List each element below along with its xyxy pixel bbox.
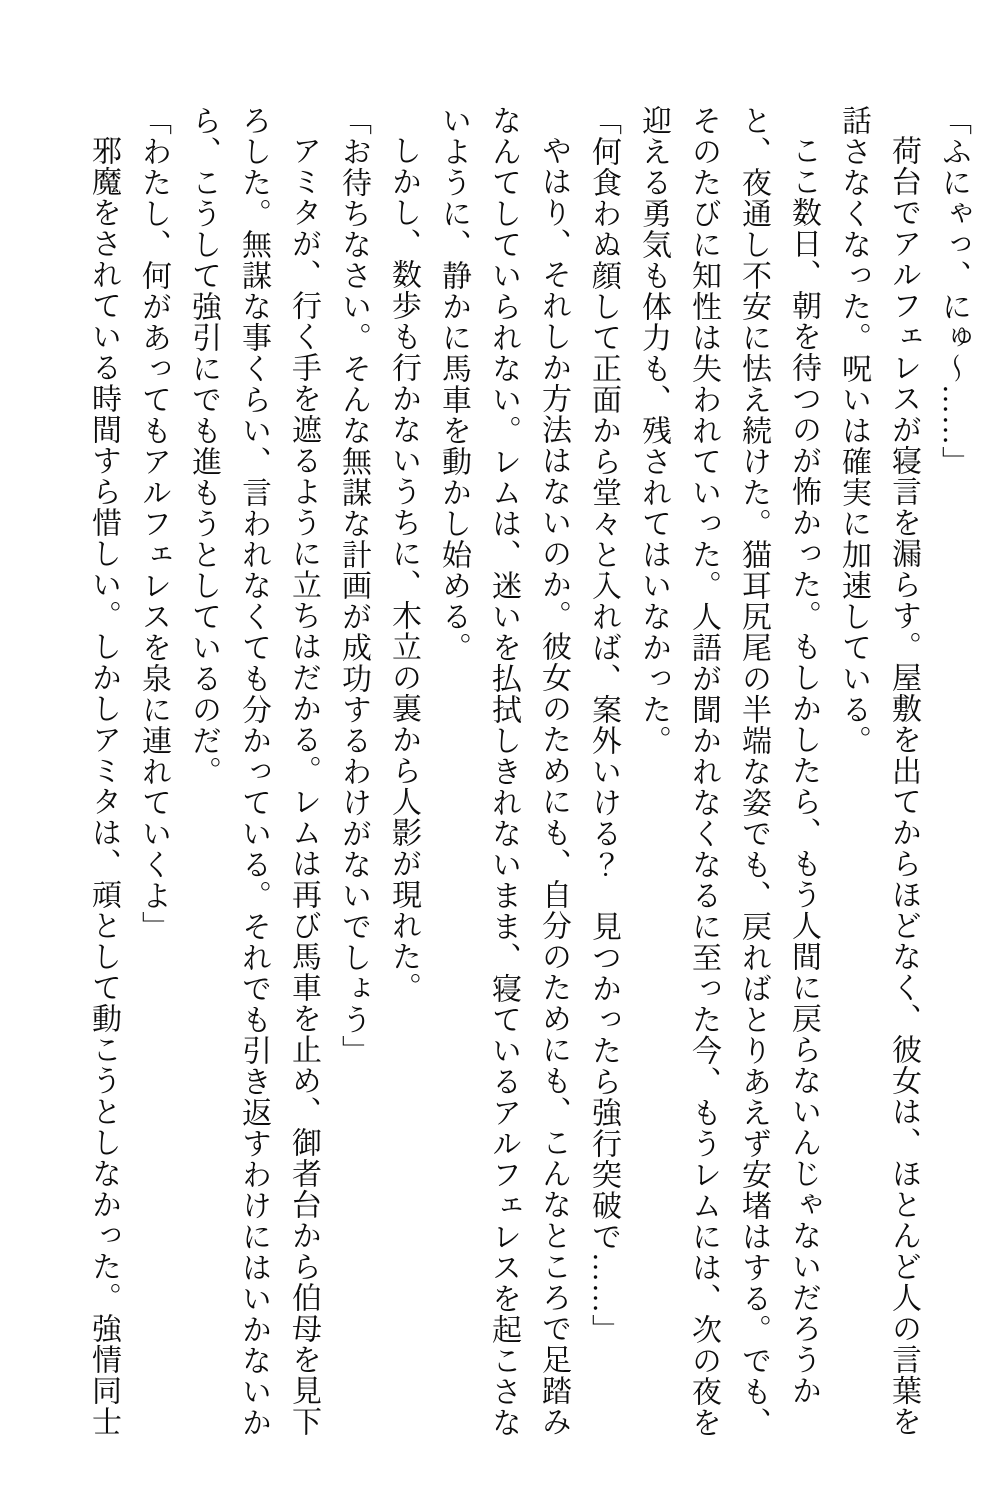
paragraph-narrative-resolve: やはり、それしか方法はないのか。彼女のためにも、自分のためにも、こんなところで足踏みなんてしていられない。レムは、迷いを払拭しきれないまま、寝ているアルフェレスを起こさないように、静かに馬車を動かし始める。 (437, 105, 570, 1438)
paragraph-dialogue-declaration: 「わたし、何があってもアルフェレスを泉に連れていくよ」 (137, 105, 170, 942)
paragraph-narrative-stubborn: 邪魔をされている時間すら惜しい。しかしアミタは、頑として動こうとしなかった。強情同士 (87, 135, 120, 1437)
paragraph-dialogue-sleeptalk: 「ふにゃっ、にゅ～……」 (937, 105, 970, 477)
paragraph-narrative-amita-blocks: アミタが、行く手を遮るように立ちはだかる。レムは再び馬車を止め、御者台から伯母を見下ろした。無謀な事くらい、言われなくても分かっている。それでも引き返すわけにはいかないから、こうして強引にでも進もうとしているのだ。 (187, 105, 320, 1438)
paragraph-dialogue-wait: 「お待ちなさい。そんな無謀な計画が成功するわけがないでしょう」 (337, 105, 370, 1066)
paragraph-narrative-fear: ここ数日、朝を待つのが怖かった。もしかしたら、もう人間に戻らないんじゃないだろうかと、夜通し不安に怯え続けた。猫耳尻尾の半端な姿でも、戻ればとりあえず安堵はする。でも、そのたびに知性は失われていった。人語が聞かれなくなるに至った今、もうレムには、次の夜を迎える勇気も体力も、残されてはいなかった。 (637, 105, 820, 1438)
paragraph-narrative-cargo: 荷台でアルフェレスが寝言を漏らす。屋敷を出てからほどなく、彼女は、ほとんど人の言葉を話さなくなった。呪いは確実に加速している。 (837, 105, 920, 1437)
paragraph-dialogue-plan: 「何食わぬ顔して正面から堂々と入れば、案外いける？ 見つかったら強行突破で……」 (587, 105, 620, 1345)
novel-page (78, 105, 978, 1441)
paragraph-narrative-figure-appears: しかし、数歩も行かないうちに、木立の裏から人影が現れた。 (387, 135, 420, 1003)
